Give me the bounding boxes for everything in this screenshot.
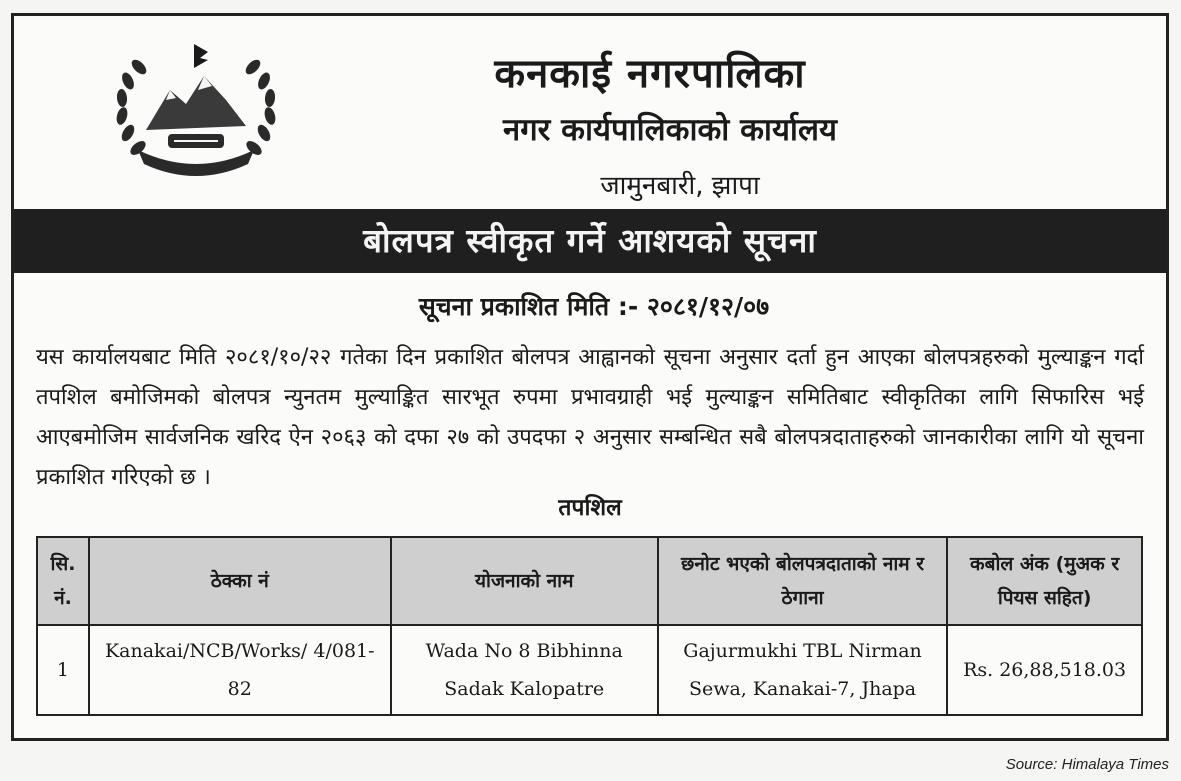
cell-project-name: Wada No 8 Bibhinna Sadak Kalopatre (391, 625, 658, 715)
notice-title-banner: बोलपत्र स्वीकृत गर्ने आशयको सूचना (14, 209, 1166, 273)
award-table (36, 536, 1143, 716)
cell-bidder: Gajurmukhi TBL Nirman Sewa, Kanakai-7, Jhapa (658, 625, 947, 715)
notice-body: यस कार्यालयबाट मिति २०८१/१०/२२ गतेका दिन प्रकाशित बोलपत्र आह्वानको सूचना अनुसार दर्ता हुन आएका बोलपत्रहरुको मुल्याङ्कन गर्दा तपशिल बमोजिमको बोलपत्र न्युनतम मुल्याङ्कित सारभूत रुपमा प्रभावग्राही भई मुल्याङ्कन समितिबाट स्वीकृतिका लागि सिफारिस भई आएबमोजिम सार्वजनिक खरिद ऐन २०६३ को दफा २७ को उपदफा २ अनुसार सम्बन्धित सबै बोलपत्रदाताहरुको जानकारीका लागि यो सूचना प्रकाशित गरिएको छ । (36, 345, 1144, 490)
cell-contract-no: Kanakai/NCB/Works/ 4/081-82 (89, 625, 391, 715)
office-subtitle: नगर कार्यपालिकाको कार्यालय (503, 112, 837, 148)
source-credit: Source: Himalaya Times (1005, 756, 1169, 773)
header-sn: सि. नं. (37, 537, 89, 625)
tender-notice (11, 13, 1169, 741)
schedule-title: तपशिल (558, 495, 622, 521)
table-header-row (37, 537, 1142, 625)
header-contract-no: ठेक्का नं (89, 537, 391, 625)
header-amount: कबोल अंक (मुअक र पियस सहित) (947, 537, 1142, 625)
notice-header (14, 16, 1166, 208)
header-project-name: योजनाको नाम (391, 537, 658, 625)
office-name: कनकाई नगरपालिका (494, 51, 806, 97)
published-date: सूचना प्रकाशित मिति :- २०८१/१२/०७ (418, 292, 770, 321)
header-bidder: छनोट भएको बोलपत्रदाताको नाम र ठेगाना (658, 537, 947, 625)
table-row (37, 625, 1142, 715)
cell-sn: 1 (37, 625, 89, 715)
cell-amount: Rs. 26,88,518.03 (947, 625, 1142, 715)
office-address: जामुनबारी, झापा (600, 171, 760, 201)
